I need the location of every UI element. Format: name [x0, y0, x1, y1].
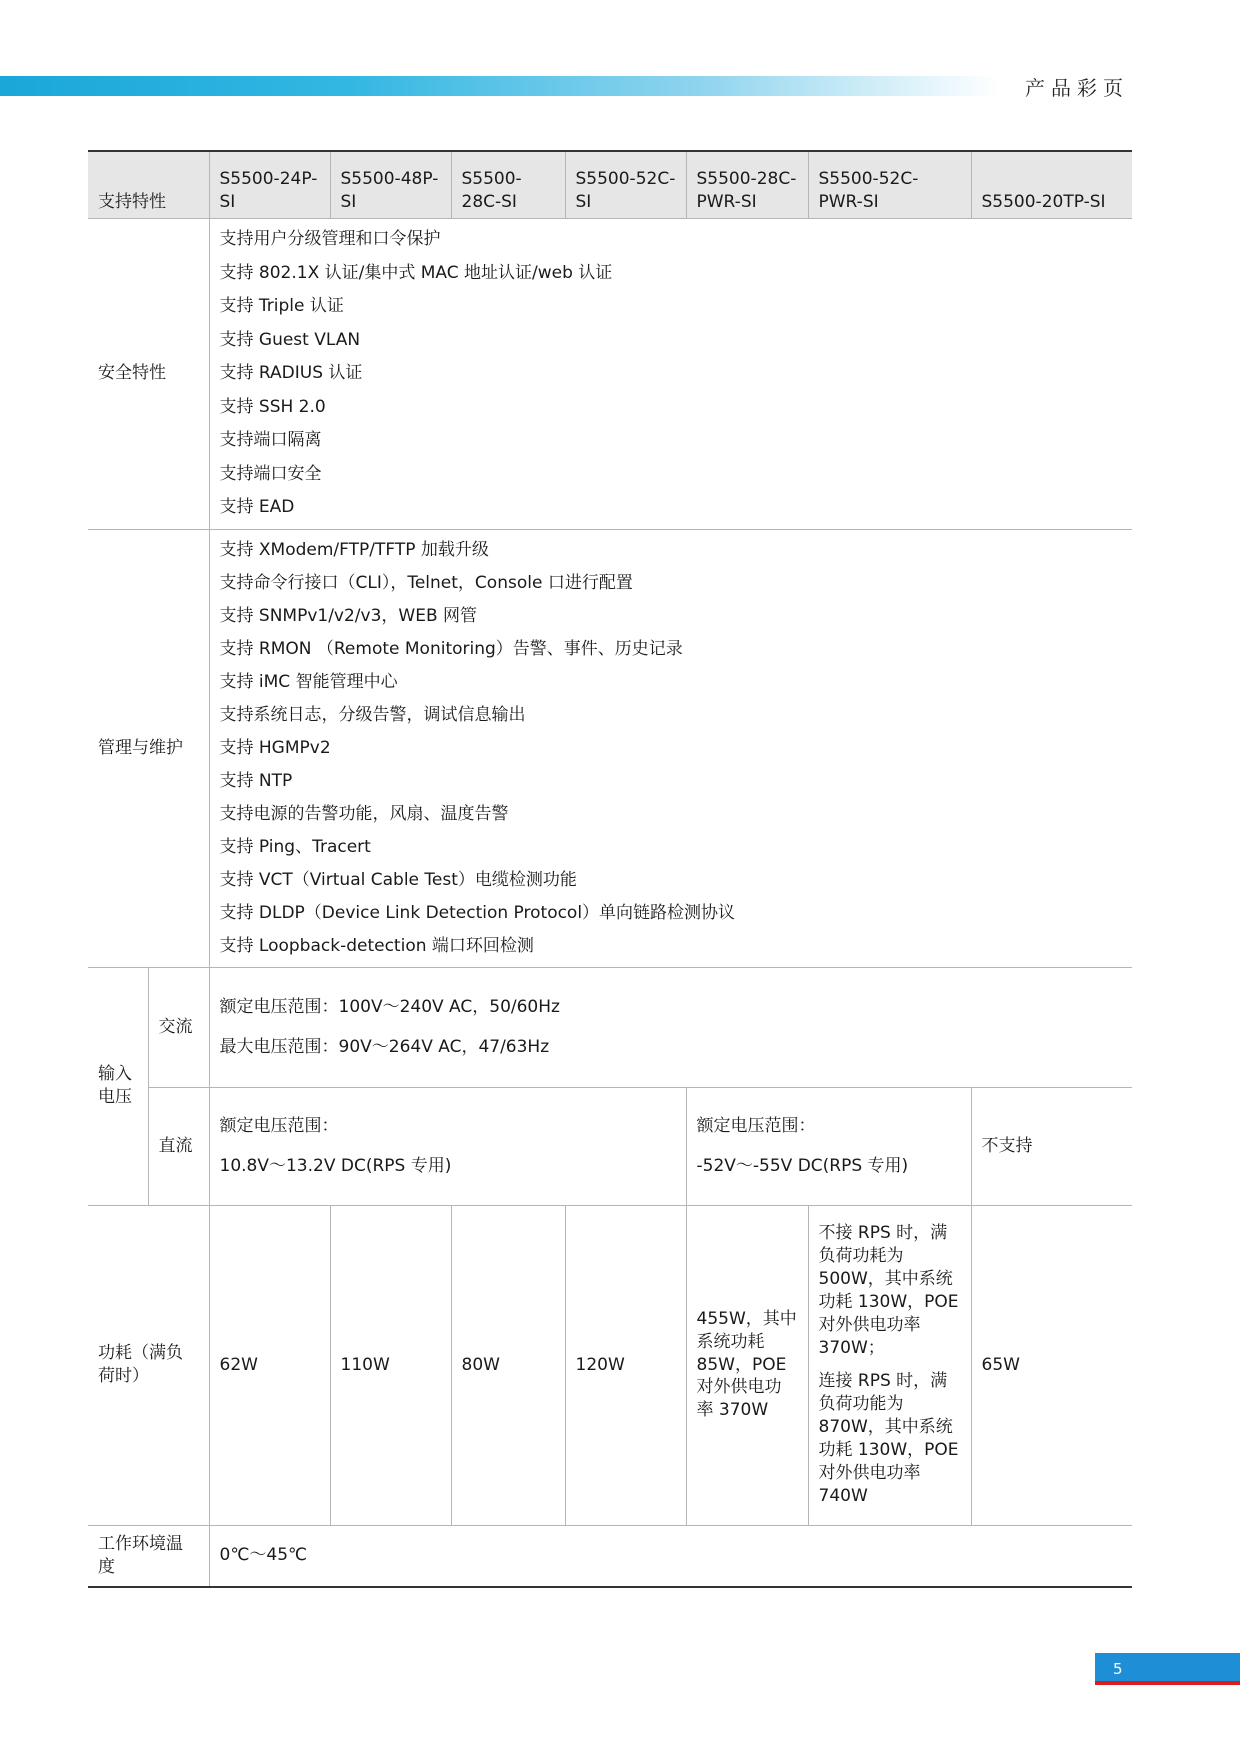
dc-value: 10.8V～13.2V DC(RPS 专用): [219, 1156, 452, 1176]
feature-item: 支持 Loopback-detection 端口环回检测: [219, 935, 534, 956]
power-value: 65W: [971, 1205, 1132, 1525]
management-features: [209, 529, 1132, 967]
dc-title: 额定电压范围：: [219, 1116, 339, 1136]
row-label: 工作环境温度: [88, 1525, 209, 1587]
feature-item: 支持 Guest VLAN: [219, 329, 361, 350]
feature-item: 支持 Ping、Tracert: [219, 836, 371, 857]
feature-item: 支持端口安全: [219, 463, 322, 484]
ac-voltage-values: [209, 967, 1132, 1087]
feature-item: 支持 EAD: [219, 497, 295, 517]
feature-item: 支持 Triple 认证: [219, 296, 344, 316]
header-model: S5500-28C-PWR-SI: [686, 151, 808, 219]
header-model: S5500-24P-SI: [209, 151, 330, 219]
row-label: 输入电压: [88, 967, 148, 1205]
voltage-max: 最大电压范围：90V～264V AC，47/63Hz: [219, 1037, 550, 1057]
temperature-row: [88, 1525, 1132, 1587]
power-note: 不接 RPS 时，满负荷功耗为 500W，其中系统功耗 130W，POE 对外供电功率 370W；: [818, 1223, 959, 1359]
feature-item: 支持 SSH 2.0: [219, 396, 326, 417]
power-value: 455W，其中系统功耗85W，POE对外供电功率 370W: [686, 1205, 808, 1525]
row-label: 管理与维护: [88, 529, 209, 967]
feature-item: 支持 RMON （Remote Monitoring）告警、事件、历史记录: [219, 638, 683, 659]
ac-voltage-row: [88, 967, 1132, 1087]
header-model: S5500-20TP-SI: [971, 151, 1132, 219]
feature-item: 支持 RADIUS 认证: [219, 363, 363, 383]
power-value-pwr52: [808, 1205, 971, 1525]
spec-table: [88, 150, 1132, 1588]
feature-item: 支持端口隔离: [219, 430, 322, 450]
power-value: 120W: [565, 1205, 686, 1525]
feature-item: 支持电源的告警功能，风扇、温度告警: [219, 803, 509, 824]
feature-item: 支持 XModem/FTP/TFTP 加载升级: [219, 539, 489, 560]
row-label: 功耗（满负荷时）: [88, 1205, 209, 1525]
dc-voltage-row: [88, 1087, 1132, 1205]
security-row: [88, 219, 1132, 530]
power-value: 80W: [451, 1205, 565, 1525]
feature-item: 支持 SNMPv1/v2/v3，WEB 网管: [219, 605, 478, 626]
power-row: [88, 1205, 1132, 1525]
header-model: S5500-52C-PWR-SI: [808, 151, 971, 219]
header-feature: 支持特性: [88, 151, 209, 219]
sub-label: 交流: [148, 967, 209, 1087]
feature-item: 支持命令行接口（CLI），Telnet，Console 口进行配置: [219, 572, 633, 593]
page-number: 5: [1113, 1660, 1123, 1678]
temperature-value: 0℃～45℃: [209, 1525, 1132, 1587]
page-number-bar: [1095, 1653, 1240, 1685]
feature-item: 支持 NTP: [219, 770, 293, 791]
power-note: 连接 RPS 时，满负荷功能为 870W，其中系统功耗 130W，POE 对外供电功率 740W: [818, 1371, 959, 1506]
feature-item: 支持 iMC 智能管理中心: [219, 671, 398, 692]
voltage-rated: 额定电压范围：100V～240V AC，50/60Hz: [219, 997, 560, 1017]
header-accent-bar: [0, 76, 1000, 96]
page-header-title: 产品彩页: [1025, 76, 1129, 100]
power-value: 110W: [330, 1205, 451, 1525]
dc-voltage-group2: [686, 1087, 971, 1205]
feature-item: 支持 802.1X 认证/集中式 MAC 地址认证/web 认证: [219, 262, 613, 283]
power-value: 62W: [209, 1205, 330, 1525]
sub-label: 直流: [148, 1087, 209, 1205]
security-features: [209, 219, 1132, 530]
feature-item: 支持系统日志，分级告警，调试信息输出: [219, 704, 526, 725]
management-row: [88, 529, 1132, 967]
dc-voltage-group3: 不支持: [971, 1087, 1132, 1205]
dc-title: 额定电压范围：: [696, 1116, 816, 1136]
table-header-row: [88, 151, 1132, 219]
feature-item: 支持 HGMPv2: [219, 737, 331, 758]
header-model: S5500-28C-SI: [451, 151, 565, 219]
feature-item: 支持 VCT（Virtual Cable Test）电缆检测功能: [219, 869, 577, 890]
dc-value: -52V～-55V DC(RPS 专用): [696, 1156, 909, 1176]
header-model: S5500-48P-SI: [330, 151, 451, 219]
feature-item: 支持用户分级管理和口令保护: [219, 229, 441, 249]
header-model: S5500-52C-SI: [565, 151, 686, 219]
dc-voltage-group1: [209, 1087, 686, 1205]
row-label: 安全特性: [88, 219, 209, 530]
feature-item: 支持 DLDP（Device Link Detection Protocol）单向链路检测协议: [219, 902, 736, 923]
